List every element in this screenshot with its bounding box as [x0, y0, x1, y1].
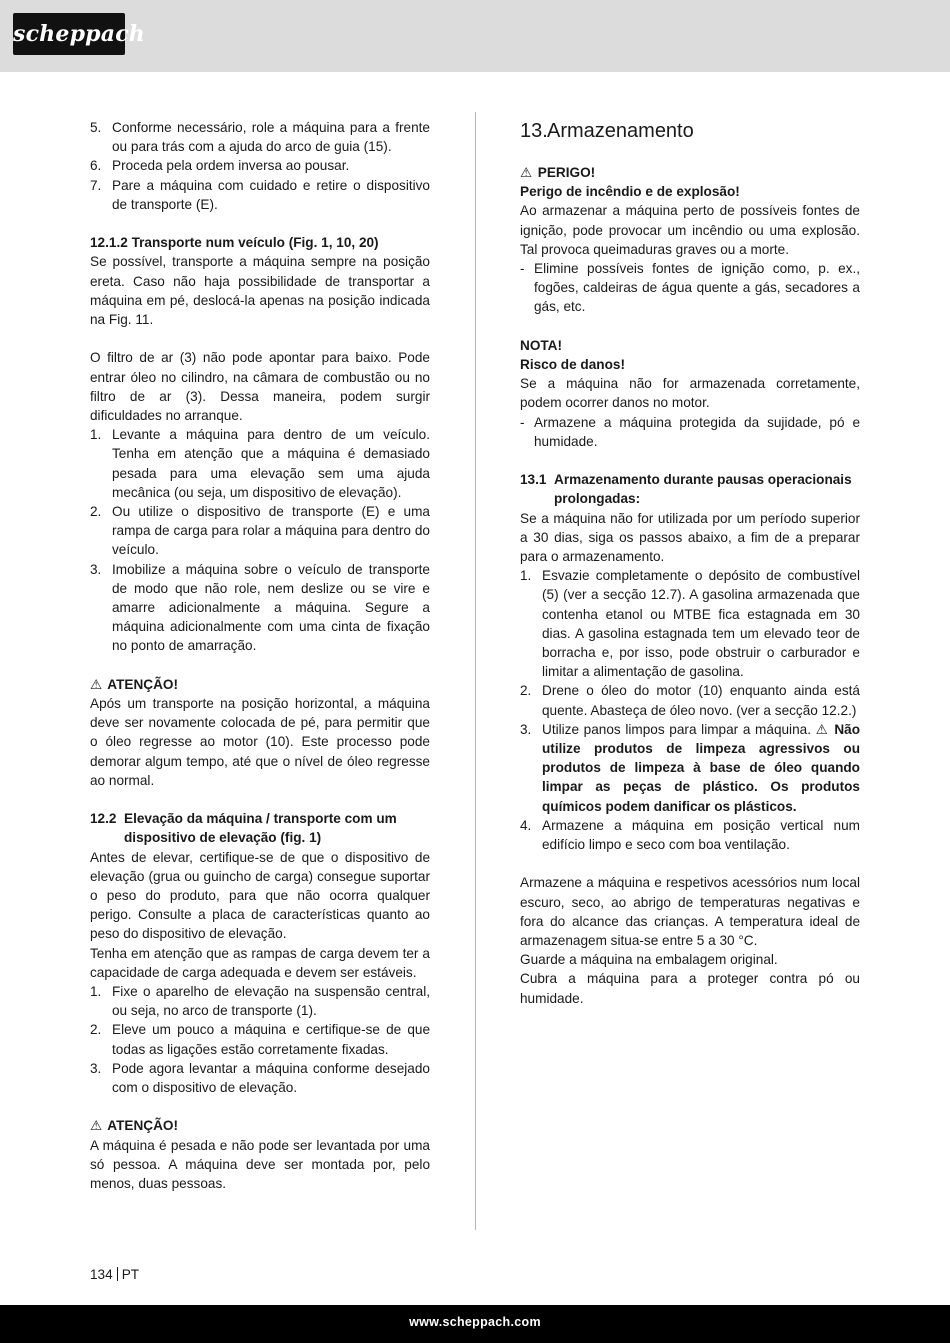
paragraph: Se a máquina não for utilizada por um período superior a 30 dias, siga os passos abaixo, a fim de a preparar para o armazenamento. [520, 510, 860, 565]
list-number: 1. [520, 568, 532, 584]
warning-triangle-icon: ⚠ [520, 165, 533, 180]
list-text: Conforme necessário, role a máquina para a frente ou para trás com a ajuda do arco de guia (15). [112, 120, 430, 155]
paragraph: Cubra a máquina para a proteger contra pó ou humidade. [520, 971, 860, 1006]
page-number: 134 PT [90, 1267, 140, 1282]
list-text: Eleve um pouco a máquina e certifique-se de que todas as ligações estão corretamente fixadas. [112, 1022, 430, 1057]
attention-text: A máquina é pesada e não pode ser levantada por uma só pessoa. A máquina deve ser montada por, pelo menos, duas pessoas. [90, 1137, 430, 1192]
list-item [90, 425, 430, 502]
list-item [90, 156, 430, 175]
note-subheading: Risco de danos! [520, 357, 625, 373]
list-text: Levante a máquina para dentro de um veículo. Tenha em atenção que a máquina é demasiado pesada para uma elevação sem uma ajuda mecânica (ou seja, um dispositivo de elevação). [112, 427, 430, 500]
warning-triangle-icon: ⚠ [815, 721, 828, 737]
list-item: 4. Armazene a máquina em posição vertical num edifício limpo e seco com boa ventilação. [520, 817, 860, 853]
list-text: Pare a máquina com cuidado e retire o dispositivo de transporte (E). [112, 177, 430, 212]
column-divider [475, 112, 476, 1230]
attention-heading: ⚠ ATENÇÃO! [90, 1116, 430, 1135]
list-number: 3. [90, 1060, 102, 1076]
list-number: 1. [90, 427, 102, 443]
storage-steps-list [520, 566, 860, 720]
list-item [90, 176, 430, 214]
list-item: - Armazene a máquina protegida da sujidade, pó e humidade. [520, 414, 860, 449]
section-12-2-heading: 12.2 Elevação da máquina / transporte com um dispositivo de elevação (fig. 1) [90, 811, 397, 846]
header-bar [0, 0, 950, 72]
warning-triangle-icon: ⚠ [90, 1118, 103, 1134]
vehicle-steps-list [90, 425, 430, 655]
list-number: 1. [90, 984, 102, 1000]
website-link[interactable]: www.scheppach.com [409, 1315, 541, 1329]
storage-steps-list-cont [520, 720, 860, 854]
list-number: 5. [90, 120, 102, 135]
scheppach-logo: scheppach [13, 13, 125, 55]
list-text: Ou utilize o dispositivo de transporte (E) e uma rampa de carga para rolar a máquina para dentro do veículo. [112, 504, 430, 558]
danger-text: Ao armazenar a máquina perto de possíveis fontes de ignição, pode provocar um incêndio ou uma explosão. Tal provoca queimaduras graves ou a morte. [520, 203, 860, 257]
left-column [90, 118, 430, 1193]
list-item: 3. Utilize panos limpos para limpar a máquina. ⚠ Não utilize produtos de limpeza agressivos ou produtos de limpeza à base de óleo quando limpar as peças de plástico. Os produtos químicos podem danificar os plásticos. [520, 721, 861, 814]
list-text: Imobilize a máquina sobre o veículo de transporte de modo que não role, nem deslize ou se vire e amarre adicionalmente a máquina. Segure a máquina adicionalmente com uma cinta de fixação no ponto de amarração. [112, 561, 430, 654]
danger-subheading: Perigo de incêndio e de explosão! [520, 184, 740, 200]
list-text: Pode agora levantar a máquina conforme desejado com o dispositivo de elevação. [112, 1060, 430, 1096]
list-item [90, 1059, 430, 1097]
warning-triangle-icon: ⚠ [90, 676, 103, 692]
section-12-1-2-heading: 12.1.2 Transporte num veículo (Fig. 1, 10, 20) [90, 235, 379, 251]
attention-text: Após um transporte na posição horizontal, a máquina deve ser novamente colocada de pé, para permitir que o óleo regresse ao motor (10). Este processo pode demorar algum tempo, até que o nível de óleo regresse ao normal. [90, 696, 430, 788]
list-item [520, 566, 860, 681]
danger-bullet-list [520, 259, 860, 317]
paragraph: Se possível, transporte a máquina sempre na posição ereta. Caso não haja possibilidade de transportar a máquina em pé, deslocá-la apenas na posição indicada na Fig. 11. [90, 254, 430, 328]
note-heading: NOTA! [520, 337, 563, 353]
paragraph: Antes de elevar, certifique-se de que o dispositivo de elevação (grua ou guincho de carga) consegue suportar o peso do produto, para que não ocorra qualquer perigo. Consulte a placa de características quanto ao peso do dispositivo de elevação. [90, 849, 430, 942]
list-item [90, 982, 430, 1020]
note-bullet-list [520, 413, 860, 451]
list-number: 3. [90, 561, 102, 577]
list-number: 7. [90, 177, 102, 193]
list-number: 2. [90, 504, 102, 520]
list-item [520, 681, 860, 719]
list-number: 2. [520, 683, 532, 699]
list-item [90, 118, 430, 156]
list-item: - Elimine possíveis fontes de ignição como, p. ex., fogões, caldeiras de água quente a gás, secadores a gás, etc. [520, 261, 860, 315]
paragraph: Guarde a máquina na embalagem original. [520, 952, 778, 968]
note-text: Se a máquina não for armazenada corretamente, podem ocorrer danos no motor. [520, 376, 860, 411]
list-item [90, 560, 430, 656]
attention-heading: ⚠ ATENÇÃO! [90, 675, 430, 694]
paragraph: Armazene a máquina e respetivos acessórios num local escuro, seco, ao abrigo de temperaturas negativas e fora do alcance das crianças. A temperatura ideal de armazenagem situa-se entre 5 a 30 °C. [520, 875, 860, 949]
list-text: Proceda pela ordem inversa ao pousar. [112, 158, 350, 174]
footer-bar [0, 1305, 950, 1343]
list-item [90, 502, 430, 560]
danger-heading: ⚠ PERIGO! [520, 163, 860, 182]
paragraph: Tenha em atenção que as rampas de carga devem ter a capacidade de carga adequada e devem ser estáveis. [90, 945, 430, 980]
list-text: Drene o óleo do motor (10) enquanto ainda está quente. Abasteça de óleo novo. (ver a secção 12.2.) [542, 683, 860, 718]
list-item [90, 1020, 430, 1058]
list-text: Esvazie completamente o depósito de combustível (5) (ver a secção 12.7). A gasolina armazenada que contenha etanol ou MTBE fica estagnada em 30 dias. A gasolina estagnada tem um elevado teor de borracha e, por isso, pode obstruir o carburador e limitar a alimentação de gasolina. [542, 568, 860, 680]
lifting-steps-list [90, 982, 430, 1097]
transport-steps-list [90, 118, 430, 214]
section-13-title: 13.Armazenamento [520, 120, 694, 142]
section-13-1-heading: 13.1 Armazenamento durante pausas operacionais prolongadas: [520, 472, 852, 507]
list-text: Fixe o aparelho de elevação na suspensão central, ou seja, no arco de transporte (1). [112, 984, 430, 1019]
paragraph: O filtro de ar (3) não pode apontar para baixo. Pode entrar óleo no cilindro, na câmara de combustão ou no filtro de ar (3). Dessa maneira, podem surgir dificuldades no arranque. [90, 350, 430, 424]
list-number: 6. [90, 158, 102, 174]
right-column [520, 118, 860, 1008]
list-number: 2. [90, 1022, 102, 1038]
